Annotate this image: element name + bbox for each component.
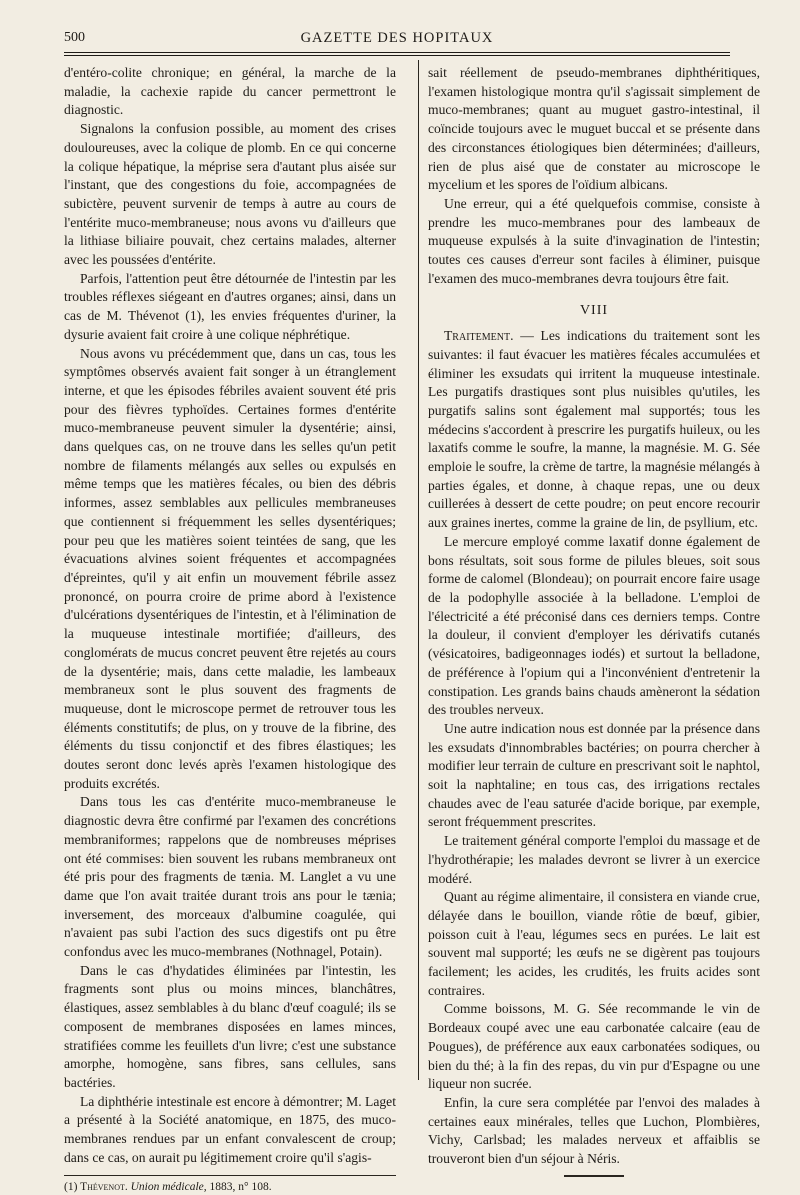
header-rule-double (64, 55, 730, 56)
right-column (428, 64, 760, 1177)
section-number: VIII (579, 303, 609, 319)
paragraph (428, 327, 760, 533)
paragraph: Le traitement général comporte l'emploi du massage et de l'hydrothérapie; les malades devront se livrer à un exercice modéré. (428, 833, 760, 886)
page-header (64, 30, 730, 54)
header-rule (64, 52, 730, 53)
paragraph: Une erreur, qui a été quelquefois commise, consiste à prendre les muco-membranes pour des lambeaux de muqueuse expulsés à la suite d'invagination de l'intestin; toutes ces causes d'erreur sont faciles à éliminer, puisque l'examen des muco-membranes devra toujours être fait. (428, 195, 760, 286)
footnote (64, 1180, 396, 1195)
paragraph: Nous avons vu précédemment que, dans un cas, tous les symptômes observés avaient fait songer à un étranglement interne, et que les épisodes fébriles avaient souvent été pris pour des fièvres typhoïdes. Certaines formes d'entérite muco-membraneuse peuvent simuler la dysentérie; ainsi, dans quelques cas, on ne trouve dans les selles qu'un petit nombre de filaments mélangés aux selles ou expulsés en même temps que les matières fécales, ou bien des débris informes, assez semblables aux pellicules membraneuses que contiennent si fréquemment les selles dysentériques; pour peu que les matières soient teintées de sang, que les évacuations alvines soient fréquentes et accompagnées d'épreintes, qu'il y ait enfin un mouvement fébrile assez prononcé, on pourra croire de prime abord à l'existence d'ulcérations dysentériques de l'intestin, et à l'élimination de la muqueuse intestinale mortifiée; d'ailleurs, des conglomérats de mucus concret peuvent être rejetés au cours de la dysentérie; mais, dans cette maladie, les lambeaux membraneux sont le plus souvent des fragments de muqueuse, dont le microscope permet de retrouver tous les éléments constitutifs; de plus, on y trouve de la fibrine, des éléments du tissu conjonctif et des fibres élastiques; les doutes seront donc levés après l'examen histologique des produits excrétés. (64, 345, 396, 791)
section-heading: Traitement. (444, 328, 514, 344)
footnote-marker: (1) Thévenot. (64, 1181, 128, 1194)
paragraph: Signalons la confusion possible, au moment des crises douloureuses, avec la colique de plomb. En ce qui concerne la colique hépatique, la méprise sera d'autant plus aisée sur l'instant, que des congestions du foie, accompagnées de subictère, peuvent survenir de temps à autre au cours de l'entérite muco-membraneuse; nous avons vu d'ailleurs que la lithiase biliaire pouvait, chez certains malades, alterner avec les poussées d'entérite. (64, 121, 396, 268)
footnote-rule (64, 1175, 396, 1176)
paragraph: La diphthérie intestinale est encore à démontrer; M. Laget a présenté à la Société anatomique, en 1875, des muco-membranes rendues par un enfant convalescent de croup; dans ce cas, on aurait pu légitimement croire qu'il s'agis- (64, 1093, 396, 1165)
footnote-source: Union médicale, (130, 1181, 207, 1194)
end-ornament (564, 1175, 624, 1177)
paragraph: Dans tous les cas d'entérite muco-membraneuse le diagnostic devra être confirmé par l'examen des concrétions membraniformes; rappelons que de nombreuses méprises ont été commises: bien souvent les rubans membraneux ont été pris pour des fragments de tænia. M. Langlet a vu une dame que l'on avait traitée durant trois ans pour le tænia; inversement, des morceaux d'albumine coagulée, qui n'avaient pas subi l'action des sucs digestifs ont pu être confondus avec les muco-membranes (Nothnagel, Potain). (64, 794, 396, 960)
footnote-rest: 1883, n° 108. (209, 1181, 272, 1194)
paragraph: Le mercure employé comme laxatif donne également de bons résultats, soit sous forme de pilules bleues, soit sous forme de calomel (Blondeau); on pourrait encore faire usage de la podophylle associée à la belladone. L'emploi de l'électricité a été préconisé dans ces derniers temps. Contre la douleur, il convient d'employer les dérivatifs cutanés (vésicatoires, badigeonnages iodés) et surtout la belladone, de préférence à l'opium qui a l'inconvénient d'entretenir la constipation. Les grands bains chauds amèneront la sédation des troubles nerveux. (428, 533, 760, 718)
page-number: 500 (64, 30, 85, 45)
paragraph: Parfois, l'attention peut être détournée de l'intestin par les troubles réflexes siégeant en d'autres organes; ainsi, dans un cas de M. Thévenot (1), les envies fréquentes d'uriner, la dysurie avaient fait croire à une colique néphrétique. (64, 270, 396, 342)
paragraph: Une autre indication nous est donnée par la présence dans les exsudats d'innombrables bactéries; on pourra chercher à modifier leur terrain de culture en prescrivant soit le naphtol, soit la naphtaline; en tous cas, des irrigations rectales chaudes avec de l'eau saturée d'acide borique, par exemple, seront fréquemment prescrites. (428, 720, 760, 830)
column-divider (418, 60, 419, 1080)
left-column (64, 64, 396, 1195)
paragraph: Dans le cas d'hydatides éliminées par l'intestin, les fragments sont plus ou moins minces, blanchâtres, élastiques, assez semblables à du blanc d'œuf coagulé; ils se composent de membranes disposées en lames minces, stratifiées comme les feuillets d'un livre; c'est une substance amorphe, homogène, sans fibres, sans cellules, sans bactéries. (64, 962, 396, 1090)
paragraph: Quant au régime alimentaire, il consistera en viande crue, délayée dans le bouillon, viande rôtie de bœuf, gibier, poisson cuit à l'eau, légumes secs en purées. Le lait est souvent mal supporté; les œufs ne se digèrent pas toujours facilement; les acides, les crudités, les fruits acides sont contraires. (428, 889, 760, 998)
paragraph: sait réellement de pseudo-membranes diphthéritiques, l'examen histologique montra qu'il s'agissait simplement de muco-membranes; quant au muguet gastro-intestinal, il coïncide toujours avec le muguet buccal et se présente dans des circonstances étiologiques bien déterminées; d'ailleurs, rien de plus aisé que de constater au microscope le mycelium et les spores de l'oïdium albicans. (428, 65, 760, 193)
running-title: GAZETTE DES HOPITAUX (300, 30, 494, 46)
paragraph: Comme boissons, M. G. Sée recommande le vin de Bordeaux coupé avec une eau carbonatée calcaire (eau de Pougues), de préférence aux eaux carbonatées sodiques, ou bien du thé; à la fin des repas, du vin pur d'Espagne ou une liqueur non sucrée. (428, 1001, 760, 1092)
paragraph: Enfin, la cure sera complétée par l'envoi des malades à certaines eaux minérales, telles que Luchon, Plombières, Vichy, Carlsbad; les malades nerveux et affaiblis se trouveront bien d'un séjour à Néris. (428, 1094, 760, 1167)
paragraph: d'entéro-colite chronique; en général, la marche de la maladie, la cachexie rapide du cancer permettront le diagnostic. (64, 65, 396, 118)
paragraph-text: — Les indications du traitement sont les suivantes: il faut évacuer les matières fécales accumulées et éliminer les exsudats qui irritent la muqueuse intestinale. Les purgatifs drastiques sont plus nuisibles qu'utiles, les purgatifs salins sont également mal supportés; tous les médecins s'accordent à prescrire les purgatifs huileux, ou les laxatifs comme le soufre, la manne, la magnésie. M. G. Sée emploie le soufre, la crème de tartre, la magnésie mélangés à parties égales, et donne, à chaque repas, une ou deux cuillerées à dessert de cette poudre; on peut encore recourir aux graines inertes, comme la graine de lin, de psyllium, etc. (428, 328, 760, 531)
